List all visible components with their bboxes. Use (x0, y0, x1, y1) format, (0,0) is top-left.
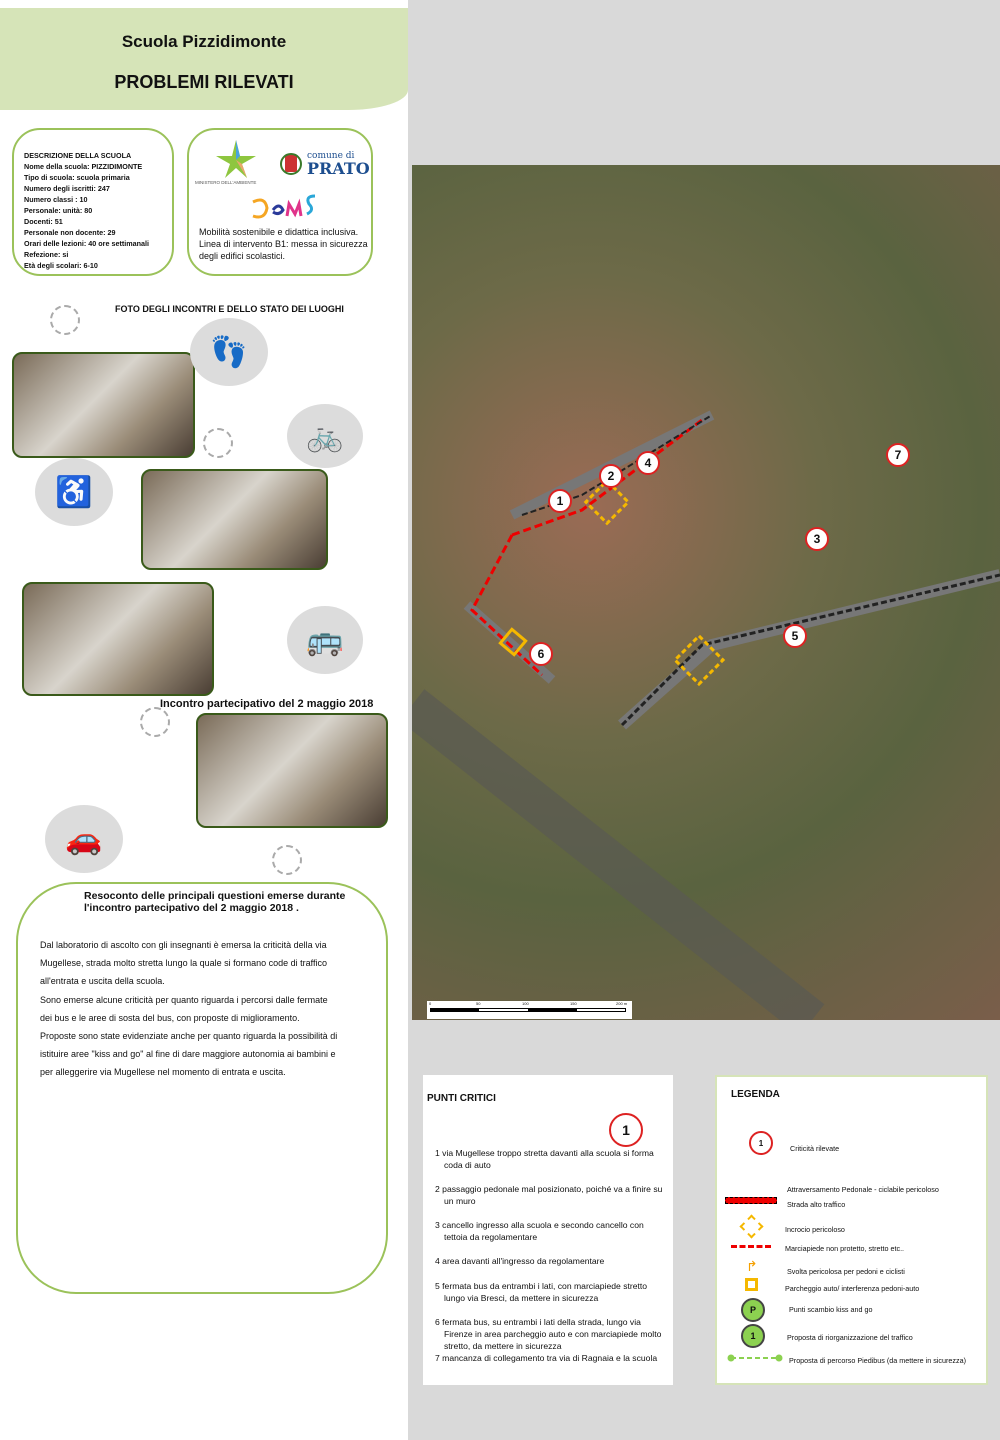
legend-label: Parcheggio auto/ interferenza pedoni-auto (785, 1284, 920, 1293)
desc-line: Numero degli iscritti: 247 (24, 184, 110, 193)
map-marker[interactable]: 1 (548, 489, 572, 513)
desc-line: Nome della scuola: PIZZIDIMONTE (24, 162, 143, 171)
critical-point: 6 fermata bus, su entrambi i lati della strada, lungo via Firenze in area parcheggio auto e con marciapiede molto stretto, da mettere in sicurezza (435, 1317, 662, 1351)
prato-label: PRATO (307, 159, 370, 178)
legend-label: Svolta pericolosa per pedoni e ciclisti (787, 1267, 905, 1276)
report-box (16, 882, 388, 1294)
critical-points-list (435, 1147, 665, 1364)
critical-point: 2 passaggio pedonale mal posizionato, poiché va a finire su un muro (435, 1184, 663, 1206)
parking-icon (745, 1278, 758, 1291)
map-marker[interactable]: 5 (783, 624, 807, 648)
piedibus-route-icon (727, 1353, 783, 1363)
legend-label: Incrocio pericoloso (785, 1225, 845, 1234)
critical-point: 7 mancanza di collegamento tra via di Ragnaia e la scuola (435, 1353, 658, 1363)
aerial-map[interactable] (412, 165, 1000, 1020)
bicycle-icon: 🚲 (287, 404, 363, 468)
header (0, 8, 408, 110)
meeting-caption: Incontro partecipativo del 2 maggio 2018 (160, 698, 374, 710)
kiss-and-go-icon: P (741, 1298, 765, 1322)
legend-label: Marciapiede non protetto, stretto etc.. (785, 1244, 905, 1253)
report-paragraph: Sono emerse alcune criticità per quanto riguarda i percorsi dalle fermate dei bus e le aree di sosta del bus, con proposte di miglioramento. (40, 994, 328, 1023)
desc-line: Personale non docente: 29 (24, 228, 116, 237)
decorative-circle (50, 305, 80, 335)
desc-line: DESCRIZIONE DELLA SCUOLA (24, 151, 132, 160)
desc-line: Refezione: si (24, 250, 69, 259)
report-paragraph: Dal laboratorio di ascolto con gli insegnanti è emersa la criticità della via Mugellese, strada molto stretta lungo la quale si formano code di traffico all'entrata e uscita della scuola. (40, 940, 327, 987)
legend-box (715, 1075, 988, 1385)
critical-marker-icon: 1 (749, 1131, 773, 1155)
project-description: Mobilità sostenibile e didattica inclusiva. Linea di intervento B1: messa in sicurezza degli edifici scolastici. (199, 227, 368, 261)
critical-point: 3 cancello ingresso alla scuola e secondo cancello con tettoia da regolamentare (435, 1220, 644, 1242)
footprints-icon: 👣 (190, 318, 268, 386)
traffic-proposal-icon: 1 (741, 1324, 765, 1348)
ministero-logo-icon (211, 138, 261, 178)
school-name: Scuola Pizzidimonte (121, 32, 287, 51)
photos-title: FOTO DEGLI INCONTRI E DELLO STATO DEI LUOGHI (115, 304, 344, 314)
scale-label: 200 m (616, 1001, 628, 1006)
map-marker[interactable]: 6 (529, 642, 553, 666)
school-description (12, 128, 174, 276)
meeting-photo (196, 713, 388, 828)
high-traffic-road-icon (725, 1197, 777, 1204)
decorative-circle (272, 845, 302, 875)
decorative-circle (140, 707, 170, 737)
map-marker[interactable]: 4 (636, 451, 660, 475)
legend-label: Strada alto traffico (787, 1200, 846, 1209)
bus-icon: 🚌 (287, 606, 363, 674)
desc-line: Personale: unità: 80 (24, 206, 93, 215)
legend-label: Punti scambio kiss and go (789, 1305, 873, 1314)
meeting-photo (12, 352, 195, 458)
scale-label: 50 (476, 1001, 481, 1006)
map-marker[interactable]: 3 (805, 527, 829, 551)
critical-point: 1 via Mugellese troppo stretta davanti alla scuola si forma coda di auto (435, 1148, 654, 1170)
report-paragraph: Proposte sono state evidenziate anche per quanto riguarda la possibilità di istituire aree "kiss and go" al fine di dare maggiore autonomia ai bambini e per alleggerire via Mugellese nel momento di entrata e uscita. (40, 1031, 338, 1078)
desc-line: Numero classi : 10 (24, 195, 88, 204)
desc-line: Orari delle lezioni: 40 ore settimanali (24, 239, 150, 248)
comune-label: comune di (307, 151, 355, 161)
ministero-label: MINISTERO DELL'AMBIENTE (195, 180, 257, 185)
sidewalk-icon (731, 1245, 771, 1248)
map-overlay (412, 165, 1000, 1020)
critical-points-title: PUNTI CRITICI (427, 1093, 496, 1104)
legend-label: Criticità rilevate (790, 1144, 840, 1153)
demos-logo-icon (249, 192, 319, 222)
scale-label: 0 (429, 1001, 432, 1006)
prato-crest-icon (279, 150, 303, 178)
critical-point: 5 fermata bus da entrambi i lati, con marciapiede stretto lungo via Bresci, da mettere in sicurezza (435, 1281, 648, 1303)
meeting-photo (22, 582, 214, 696)
desc-line: Docenti: 51 (24, 217, 63, 226)
legend-label: Proposta di riorganizzazione del traffico (787, 1333, 913, 1342)
legend-label: Attraversamento Pedonale - ciclabile pericoloso (787, 1185, 939, 1194)
meeting-photo (141, 469, 328, 570)
map-marker[interactable]: 2 (599, 464, 623, 488)
dangerous-turn-icon: ↱ (746, 1258, 758, 1274)
legend-title: LEGENDA (731, 1089, 780, 1100)
scale-label: 150 (570, 1001, 577, 1006)
scale-label: 100 (522, 1001, 529, 1006)
map-marker[interactable]: 7 (886, 443, 910, 467)
critical-point: 4 area davanti all'ingresso da regolamentare (435, 1256, 605, 1266)
critical-points-box (423, 1075, 673, 1385)
logos-box (187, 128, 373, 276)
legend-label: Proposta di percorso Piedibus (da mettere in sicurezza) (789, 1356, 966, 1365)
report-title: Resoconto delle principali questioni emerse durante l'incontro partecipativo del 2 maggio 2018 . (84, 890, 346, 914)
desc-line: Tipo di scuola: scuola primaria (24, 173, 130, 182)
wheelchair-icon: ♿ (35, 458, 113, 526)
decorative-circle (203, 428, 233, 458)
marker-icon: 1 (609, 1113, 643, 1147)
desc-line: Età degli scolari: 6-10 (24, 261, 98, 270)
dangerous-crossing-icon (739, 1214, 763, 1238)
car-icon: 🚗 (45, 805, 123, 873)
page-title: PROBLEMI RILEVATI (114, 72, 294, 92)
report-body (40, 936, 340, 1082)
